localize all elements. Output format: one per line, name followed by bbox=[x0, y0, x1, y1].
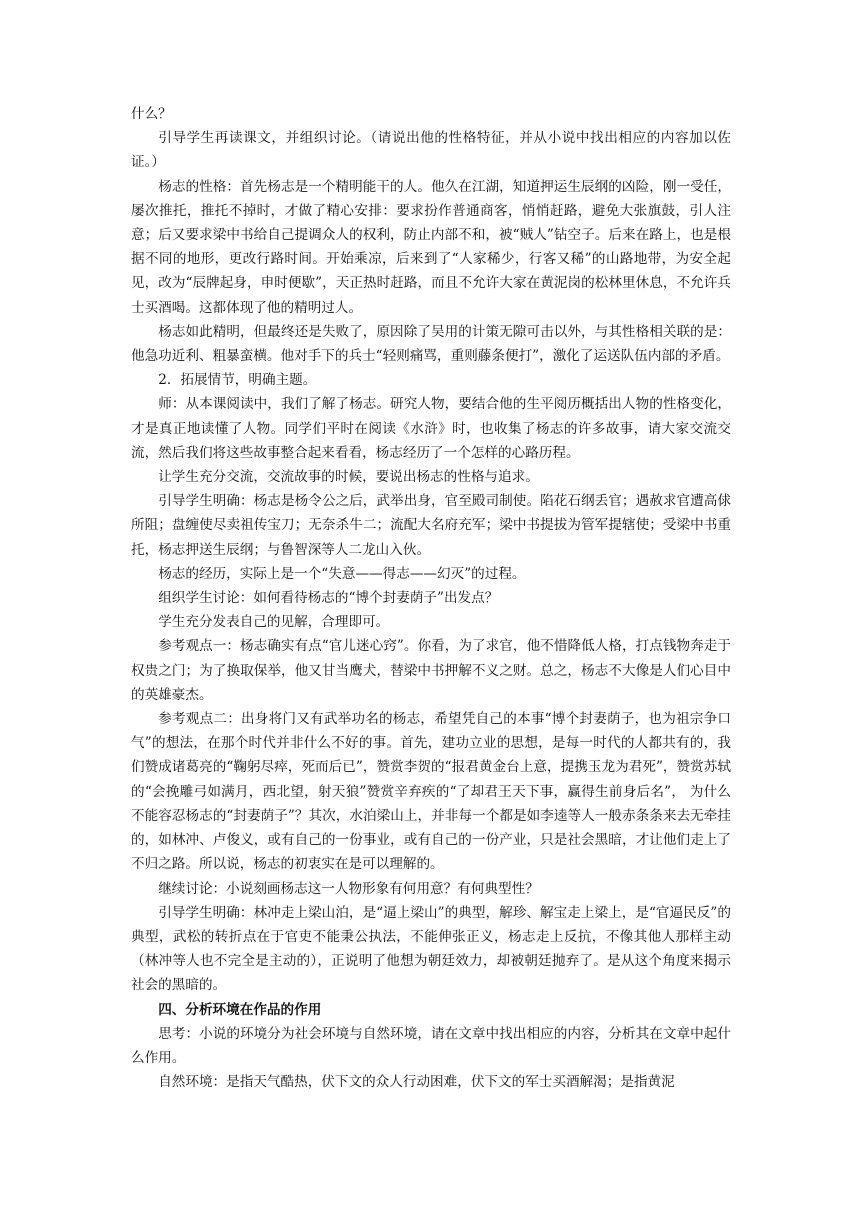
paragraph: 引导学生明确：杨志是杨令公之后，武举出身，官至殿司制使。陷花石纲丢官；遇赦求官遭高俅所阻；盘缠使尽卖祖传宝刀；无奈杀牛二；流配大名府充军；梁中书提拔为管军提辖使；受梁中书重托，杨志押送生辰纲；与鲁智深等人二龙山入伙。 bbox=[131, 493, 731, 558]
document-body bbox=[131, 102, 731, 1094]
paragraph: 杨志的性格：首先杨志是一个精明能干的人。他久在江湖，知道押运生辰纲的凶险，刚一受任，屡次推托，推托不掉时，才做了精心安排：要求扮作普通商客，悄悄赶路，避免大张旗鼓，引人注意；后又要求梁中书给自己提调众人的权利，防止内部不和，被“贼人”钻空子。后来在路上，也是根据不同的地形，更改行路时间。开始乘凉，后来到了“人家稀少，行客又稀”的山路地带，为安全起见，改为“辰牌起身，申时便歇”，天正热时赶路，而且不允许大家在黄泥岗的松林里休息，不允许兵士买酒喝。这都体现了他的精明过人。 bbox=[131, 178, 731, 316]
paragraph: 什么？ bbox=[131, 106, 172, 122]
paragraph: 思考：小说的环境分为社会环境与自然环境，请在文章中找出相应的内容，分析其在文章中起什么作用。 bbox=[131, 1025, 731, 1066]
paragraph: 学生充分发表自己的见解，合理即可。 bbox=[158, 614, 390, 631]
paragraph: 杨志的经历，实际上是一个“失意——得志——幻灭”的过程。 bbox=[158, 565, 526, 582]
paragraph: 自然环境：是指天气酷热，伏下文的众人行动困难，伏下文的军士买酒解渴；是指黄泥 bbox=[158, 1074, 675, 1091]
paragraph: 师：从本课阅读中，我们了解了杨志。研究人物，要结合他的生平阅历概括出人物的性格变化，才是真正地读懂了人物。同学们平时在阅读《水浒》时，也收集了杨志的许多故事，请大家交流交流，然后我们将这些故事整合起来看看，杨志经历了一个怎样的心路历程。 bbox=[131, 396, 731, 461]
paragraph: 参考观点二：出身将门又有武举功名的杨志，希望凭自己的本事“博个封妻荫子，也为祖宗争口气”的想法，在那个时代并非什么不好的事。首先，建功立业的思想，是每一时代的人都共有的，我们赞成诸葛亮的“鞠躬尽瘁，死而后已”，赞赏李贺的“报君黄金台上意，提携玉龙为君死”，赞赏苏轼的“会挽雕弓如满月，西北望，射天狼”赞赏辛弃疾的“了却君王天下事，赢得生前身后名”， 为什么不能容忍杨志的“封妻荫子”？其次，水泊梁山上，并非每一个都是如李逵等人一般赤条条来去无牵挂的，如林冲、卢俊义，或有自己的一份事业，或有自己的一份产业，只是社会黑暗，才让他们走上了不归之路。所以说，杨志的初衷实在是可以理解的。 bbox=[131, 711, 731, 873]
paragraph: 组织学生讨论：如何看待杨志的“博个封妻荫子”出发点？ bbox=[158, 590, 499, 607]
paragraph: 让学生充分交流，交流故事的时候，要说出杨志的性格与追求。 bbox=[158, 469, 539, 486]
paragraph: 继续讨论：小说刻画杨志这一人物形象有何用意？有何典型性？ bbox=[158, 880, 539, 897]
paragraph: 引导学生再读课文，并组织讨论。（请说出他的性格特征，并从小说中找出相应的内容加以佐证。） bbox=[131, 130, 731, 171]
paragraph: 杨志如此精明，但最终还是失败了，原因除了吴用的计策无隙可击以外，与其性格相关联的是：他急功近利、粗暴蛮横。他对手下的兵士“轻则痛骂，重则藤条便打”，激化了运送队伍内部的矛盾。 bbox=[131, 323, 731, 365]
paragraph: 引导学生明确：林冲走上梁山泊，是“逼上梁山”的典型，解珍、解宝走上梁上，是“官逼民反”的典型，武松的转折点在于官吏不能秉公执法，不能伸张正义，杨志走上反抗，不像其他人那样主动（林冲等人也不完全是主动的），正说明了他想为朝廷效力，却被朝廷抛弃了。是从这个角度来揭示社会的黑暗的。 bbox=[131, 904, 731, 994]
section-heading: 四、分析环境在作品的作用 bbox=[158, 1001, 322, 1018]
paragraph: 参考观点一：杨志确实有点“官儿迷心窍”。你看，为了求官，他不惜降低人格，打点钱物奔走于权贵之门；为了换取保举，他又甘当鹰犬，替梁中书押解不义之财。总之，杨志不大像是人们心目中的英雄豪杰。 bbox=[131, 638, 731, 703]
subsection-heading: 2．拓展情节，明确主题。 bbox=[158, 372, 317, 389]
